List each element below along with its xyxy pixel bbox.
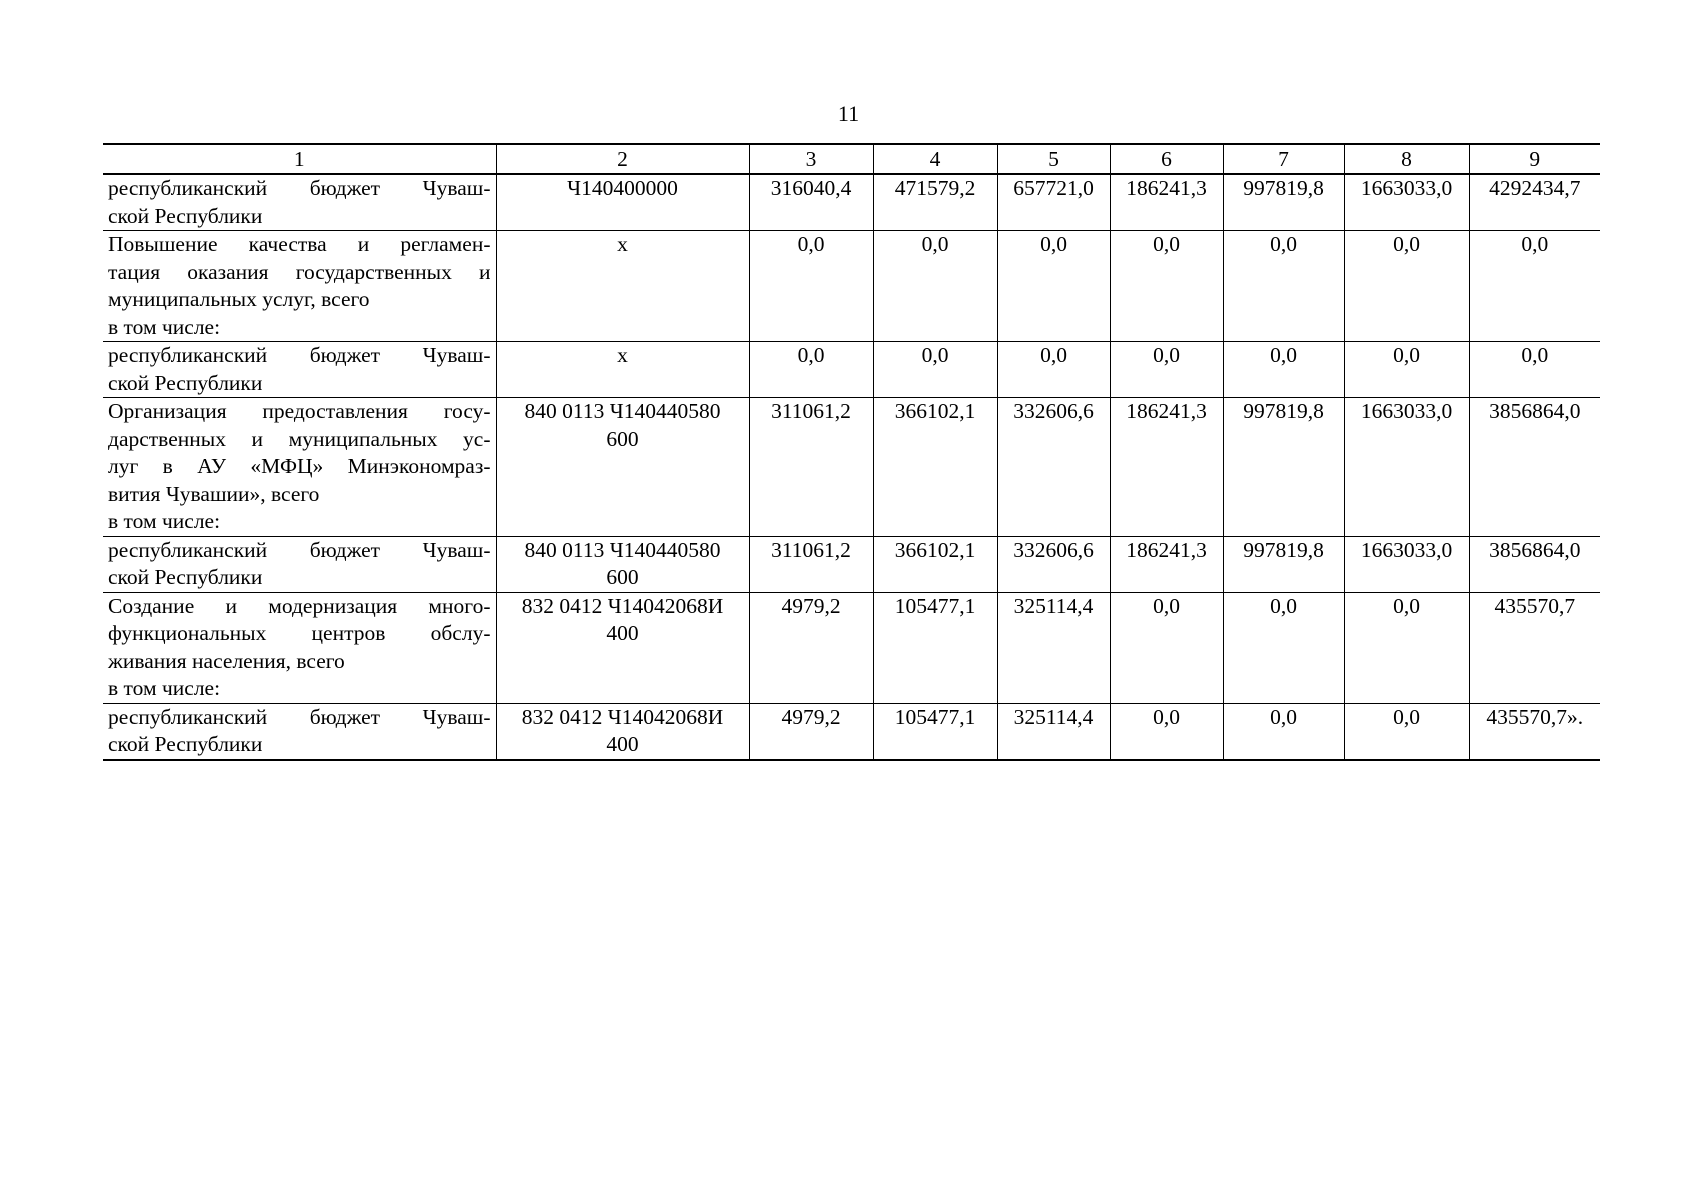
value-cell: 325114,4 bbox=[997, 703, 1110, 760]
value-cell: 0,0 bbox=[1223, 342, 1344, 398]
value-cell: 0,0 bbox=[1110, 231, 1223, 342]
value-cell: 105477,1 bbox=[873, 703, 997, 760]
value-cell: 0,0 bbox=[1469, 342, 1600, 398]
value-cell: 0,0 bbox=[1344, 342, 1469, 398]
row-name-line: функциональных центров обслу- bbox=[108, 621, 491, 645]
value-cell: 4979,2 bbox=[749, 703, 873, 760]
row-name-line: муниципальных услуг, всего bbox=[108, 287, 370, 311]
table-row bbox=[103, 536, 1600, 592]
column-header: 6 bbox=[1110, 144, 1223, 174]
row-name-cell bbox=[103, 231, 496, 342]
budget-code-cell bbox=[496, 398, 749, 537]
value-cell: 0,0 bbox=[873, 231, 997, 342]
row-name-line: республиканский бюджет Чуваш- bbox=[108, 704, 491, 729]
value-cell: 0,0 bbox=[1469, 231, 1600, 342]
budget-code-cell bbox=[496, 231, 749, 342]
row-name-line: республиканский бюджет Чуваш- bbox=[108, 176, 491, 200]
column-header: 2 bbox=[496, 144, 749, 174]
value-cell: 4292434,7 bbox=[1469, 174, 1600, 231]
row-name-line: республиканский бюджет Чуваш- bbox=[108, 537, 491, 562]
budget-code-line: 840 0113 Ч140440580 bbox=[524, 537, 721, 562]
value-cell: 0,0 bbox=[1223, 592, 1344, 703]
value-cell: 186241,3 bbox=[1110, 398, 1223, 537]
budget-code-line: 832 0412 Ч14042068И bbox=[521, 704, 724, 729]
value-cell: 0,0 bbox=[749, 342, 873, 398]
row-name-line: луг в АУ «МФЦ» Минэкономраз- bbox=[108, 454, 491, 478]
budget-code-cell bbox=[496, 703, 749, 760]
value-cell: 997819,8 bbox=[1223, 398, 1344, 537]
row-name-line: дарственных и муниципальных ус- bbox=[108, 426, 491, 451]
row-name-line: ской Республики bbox=[108, 732, 263, 756]
row-name-line: в том числе: bbox=[108, 676, 221, 700]
table-row bbox=[103, 592, 1600, 703]
header-row bbox=[103, 144, 1600, 174]
budget-code-cell bbox=[496, 342, 749, 398]
value-cell: 325114,4 bbox=[997, 592, 1110, 703]
value-cell: 0,0 bbox=[1223, 231, 1344, 342]
row-name-cell bbox=[103, 592, 496, 703]
column-header: 3 bbox=[749, 144, 873, 174]
value-cell: 0,0 bbox=[1110, 592, 1223, 703]
table-row bbox=[103, 703, 1600, 760]
column-header: 5 bbox=[997, 144, 1110, 174]
value-cell: 0,0 bbox=[997, 342, 1110, 398]
page-number: 11 bbox=[837, 101, 860, 126]
row-name-line: ской Республики bbox=[108, 203, 263, 228]
row-name-line: живания населения, всего bbox=[108, 648, 345, 673]
row-name-cell bbox=[103, 174, 496, 231]
budget-code-cell bbox=[496, 592, 749, 703]
value-cell: 0,0 bbox=[873, 342, 997, 398]
value-cell: 3856864,0 bbox=[1469, 536, 1600, 592]
value-cell: 105477,1 bbox=[873, 592, 997, 703]
budget-code-cell bbox=[496, 536, 749, 592]
value-cell: 435570,7 bbox=[1469, 592, 1600, 703]
budget-code-cell bbox=[496, 174, 749, 231]
table-row bbox=[103, 398, 1600, 537]
column-header: 8 bbox=[1344, 144, 1469, 174]
value-cell: 657721,0 bbox=[997, 174, 1110, 231]
value-cell: 0,0 bbox=[749, 231, 873, 342]
row-name-cell bbox=[103, 536, 496, 592]
budget-code-line: 600 bbox=[606, 426, 639, 451]
value-cell: 1663033,0 bbox=[1344, 174, 1469, 231]
row-name-line: ской Республики bbox=[108, 370, 263, 395]
value-cell: 366102,1 bbox=[873, 398, 997, 537]
value-cell: 997819,8 bbox=[1223, 174, 1344, 231]
value-cell: 0,0 bbox=[1344, 703, 1469, 760]
row-name-line: Организация предоставления госу- bbox=[108, 399, 491, 423]
budget-code-line: 832 0412 Ч14042068И bbox=[521, 593, 724, 618]
row-name-line: тация оказания государственных и bbox=[108, 259, 491, 284]
budget-code-line: 600 bbox=[606, 565, 639, 589]
value-cell: 0,0 bbox=[997, 231, 1110, 342]
budget-code-line: Ч140400000 bbox=[567, 176, 678, 200]
value-cell: 435570,7». bbox=[1469, 703, 1600, 760]
value-cell: 332606,6 bbox=[997, 398, 1110, 537]
row-name-line: республиканский бюджет Чуваш- bbox=[108, 343, 491, 367]
row-name-line: в том числе: bbox=[108, 509, 221, 533]
budget-code-line: 400 bbox=[606, 621, 639, 645]
budget-code-line: 840 0113 Ч140440580 bbox=[524, 399, 721, 423]
value-cell: 186241,3 bbox=[1110, 174, 1223, 231]
row-name-line: Повышение качества и регламен- bbox=[108, 232, 491, 256]
table-row bbox=[103, 174, 1600, 231]
value-cell: 1663033,0 bbox=[1344, 398, 1469, 537]
row-name-cell bbox=[103, 398, 496, 537]
value-cell: 366102,1 bbox=[873, 536, 997, 592]
value-cell: 4979,2 bbox=[749, 592, 873, 703]
value-cell: 186241,3 bbox=[1110, 536, 1223, 592]
value-cell: 471579,2 bbox=[873, 174, 997, 231]
column-header: 4 bbox=[873, 144, 997, 174]
value-cell: 311061,2 bbox=[749, 398, 873, 537]
budget-code-line: х bbox=[617, 232, 628, 256]
value-cell: 0,0 bbox=[1110, 703, 1223, 760]
value-cell: 316040,4 bbox=[749, 174, 873, 231]
row-name-cell bbox=[103, 703, 496, 760]
column-header: 1 bbox=[103, 144, 496, 174]
table-row bbox=[103, 342, 1600, 398]
value-cell: 1663033,0 bbox=[1344, 536, 1469, 592]
value-cell: 332606,6 bbox=[997, 536, 1110, 592]
value-cell: 0,0 bbox=[1344, 592, 1469, 703]
row-name-line: Создание и модернизация много- bbox=[108, 593, 491, 618]
table-body bbox=[103, 174, 1600, 760]
column-header: 9 bbox=[1469, 144, 1600, 174]
column-header: 7 bbox=[1223, 144, 1344, 174]
row-name-line: в том числе: bbox=[108, 314, 221, 339]
table-row bbox=[103, 231, 1600, 342]
value-cell: 0,0 bbox=[1110, 342, 1223, 398]
budget-code-line: х bbox=[617, 343, 628, 367]
row-name-cell bbox=[103, 342, 496, 398]
row-name-line: вития Чувашии», всего bbox=[108, 481, 320, 506]
budget-table bbox=[103, 143, 1600, 761]
value-cell: 997819,8 bbox=[1223, 536, 1344, 592]
value-cell: 311061,2 bbox=[749, 536, 873, 592]
value-cell: 0,0 bbox=[1344, 231, 1469, 342]
value-cell: 0,0 bbox=[1223, 703, 1344, 760]
row-name-line: ской Республики bbox=[108, 565, 263, 589]
value-cell: 3856864,0 bbox=[1469, 398, 1600, 537]
budget-code-line: 400 bbox=[606, 732, 639, 756]
